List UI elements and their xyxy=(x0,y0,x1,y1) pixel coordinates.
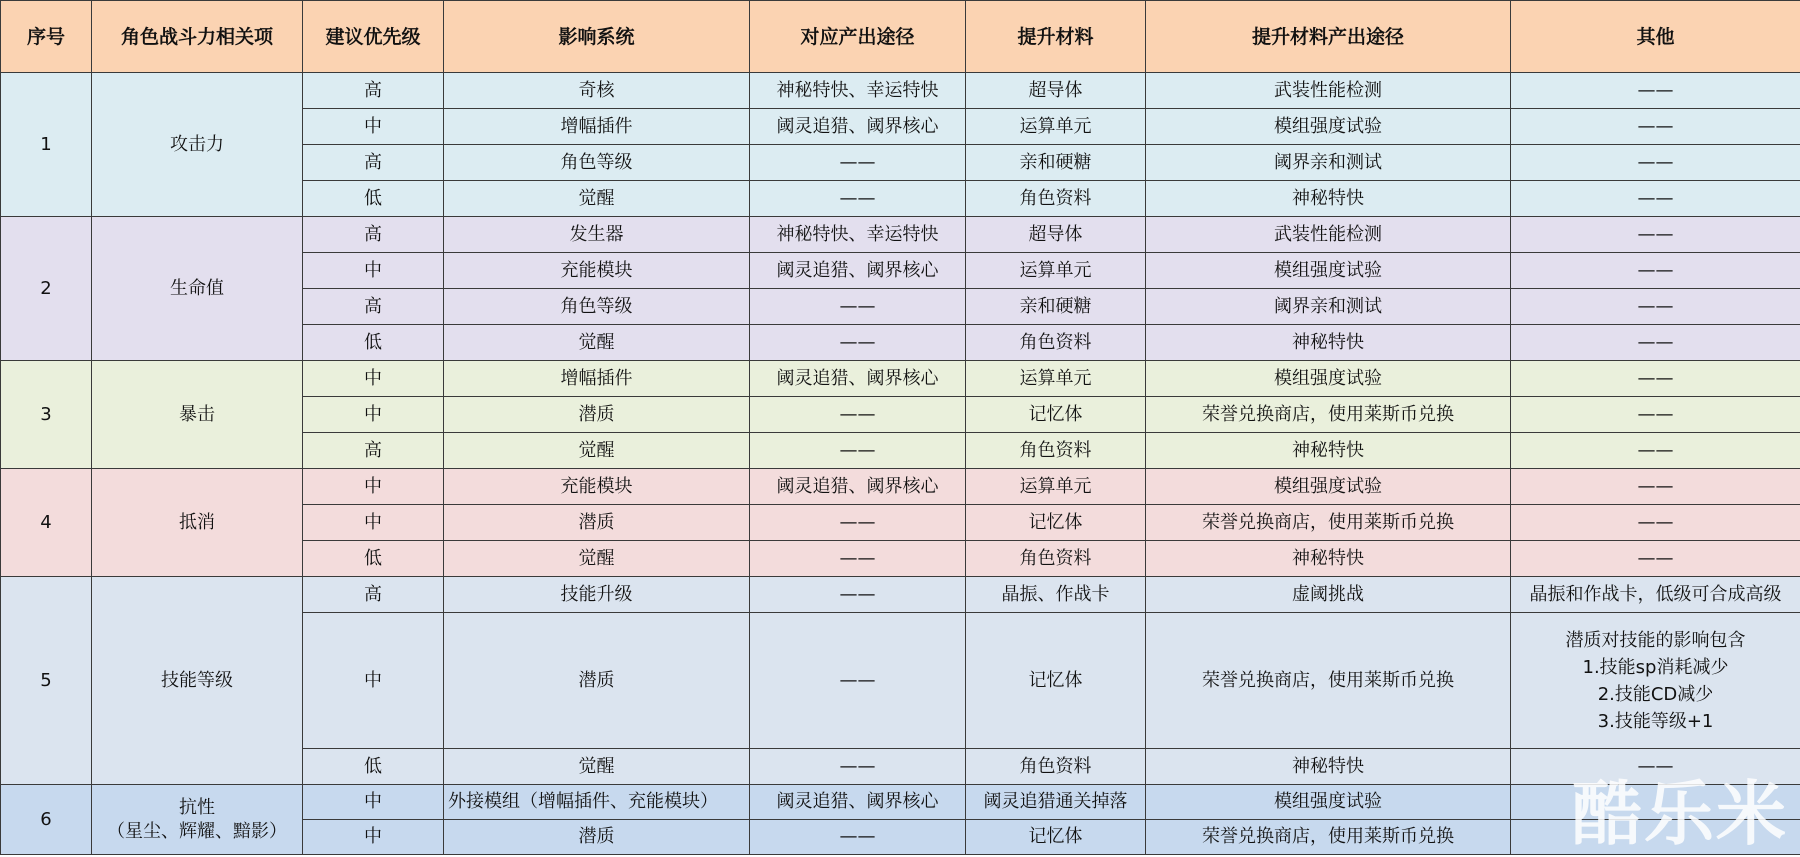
system-cell: 奇核 xyxy=(444,73,750,109)
priority-cell: 中 xyxy=(303,361,444,397)
material-source-cell: 模组强度试验 xyxy=(1146,785,1511,820)
material-source-cell: 荣誉兑换商店，使用莱斯币兑换 xyxy=(1146,820,1511,855)
system-cell: 觉醒 xyxy=(444,325,750,361)
group-number: 3 xyxy=(1,361,92,469)
material-source-cell: 神秘特快 xyxy=(1146,181,1511,217)
material-cell: 亲和硬糖 xyxy=(966,145,1146,181)
system-cell: 发生器 xyxy=(444,217,750,253)
system-cell: 潜质 xyxy=(444,397,750,433)
material-source-cell: 模组强度试验 xyxy=(1146,253,1511,289)
material-source-cell: 模组强度试验 xyxy=(1146,361,1511,397)
group-number: 6 xyxy=(1,785,92,855)
watermark-logo: 酷乐米 xyxy=(1572,773,1788,855)
other-cell: —— xyxy=(1511,289,1800,325)
group-item: 抗性 （星尘、辉耀、黯影） xyxy=(92,785,303,855)
source-cell: —— xyxy=(750,613,966,749)
material-source-cell: 武装性能检测 xyxy=(1146,73,1511,109)
material-cell: 阈灵追猎通关掉落 xyxy=(966,785,1146,820)
other-cell: —— xyxy=(1511,217,1800,253)
material-source-cell: 阈界亲和测试 xyxy=(1146,289,1511,325)
material-source-cell: 虚阈挑战 xyxy=(1146,577,1511,613)
material-cell: 运算单元 xyxy=(966,253,1146,289)
priority-cell: 高 xyxy=(303,145,444,181)
material-cell: 超导体 xyxy=(966,217,1146,253)
table-row xyxy=(1,577,1800,613)
table-row xyxy=(1,361,1800,397)
source-cell: 阈灵追猎、阈界核心 xyxy=(750,785,966,820)
other-note-cell: 潜质对技能的影响包含 1.技能sp消耗减少 2.技能CD减少 3.技能等级+1 xyxy=(1511,613,1800,749)
table-row xyxy=(1,469,1800,505)
source-cell: —— xyxy=(750,541,966,577)
other-cell: —— xyxy=(1511,181,1800,217)
header-no: 序号 xyxy=(1,1,92,73)
system-cell: 角色等级 xyxy=(444,289,750,325)
other-cell: —— xyxy=(1511,749,1800,785)
material-source-cell: 神秘特快 xyxy=(1146,541,1511,577)
priority-cell: 高 xyxy=(303,217,444,253)
system-cell: 角色等级 xyxy=(444,145,750,181)
priority-cell: 中 xyxy=(303,613,444,749)
group-item: 暴击 xyxy=(92,361,303,469)
table-row xyxy=(1,73,1800,109)
source-cell: —— xyxy=(750,577,966,613)
system-cell: 充能模块 xyxy=(444,253,750,289)
source-cell: 阈灵追猎、阈界核心 xyxy=(750,469,966,505)
other-cell: —— xyxy=(1511,541,1800,577)
material-source-cell: 神秘特快 xyxy=(1146,433,1511,469)
priority-cell: 高 xyxy=(303,577,444,613)
header-system: 影响系统 xyxy=(444,1,750,73)
material-source-cell: 神秘特快 xyxy=(1146,749,1511,785)
source-cell: —— xyxy=(750,433,966,469)
header-other: 其他 xyxy=(1511,1,1800,73)
header-material-source: 提升材料产出途径 xyxy=(1146,1,1511,73)
group-number: 2 xyxy=(1,217,92,361)
other-cell: —— xyxy=(1511,73,1800,109)
system-cell: 潜质 xyxy=(444,613,750,749)
header-source: 对应产出途径 xyxy=(750,1,966,73)
priority-cell: 高 xyxy=(303,73,444,109)
material-cell: 角色资料 xyxy=(966,541,1146,577)
header-item: 角色战斗力相关项 xyxy=(92,1,303,73)
priority-cell: 高 xyxy=(303,289,444,325)
priority-cell: 低 xyxy=(303,325,444,361)
material-source-cell: 荣誉兑换商店，使用莱斯币兑换 xyxy=(1146,397,1511,433)
priority-cell: 中 xyxy=(303,505,444,541)
source-cell: —— xyxy=(750,749,966,785)
material-cell: 角色资料 xyxy=(966,749,1146,785)
group-item: 抵消 xyxy=(92,469,303,577)
source-cell: —— xyxy=(750,397,966,433)
material-cell: 角色资料 xyxy=(966,433,1146,469)
material-source-cell: 荣誉兑换商店，使用莱斯币兑换 xyxy=(1146,505,1511,541)
priority-cell: 中 xyxy=(303,469,444,505)
material-cell: 运算单元 xyxy=(966,361,1146,397)
priority-cell: 低 xyxy=(303,749,444,785)
material-source-cell: 荣誉兑换商店，使用莱斯币兑换 xyxy=(1146,613,1511,749)
system-cell: 充能模块 xyxy=(444,469,750,505)
header-priority: 建议优先级 xyxy=(303,1,444,73)
material-cell: 记忆体 xyxy=(966,505,1146,541)
other-cell: —— xyxy=(1511,433,1800,469)
system-cell: 外接模组（增幅插件、充能模块） xyxy=(444,785,750,820)
source-cell: 阈灵追猎、阈界核心 xyxy=(750,253,966,289)
system-cell: 增幅插件 xyxy=(444,361,750,397)
source-cell: 神秘特快、幸运特快 xyxy=(750,73,966,109)
priority-cell: 高 xyxy=(303,433,444,469)
other-cell: —— xyxy=(1511,145,1800,181)
other-cell: —— xyxy=(1511,361,1800,397)
source-cell: 阈灵追猎、阈界核心 xyxy=(750,109,966,145)
other-cell: —— xyxy=(1511,325,1800,361)
group-item: 攻击力 xyxy=(92,73,303,217)
table-row xyxy=(1,217,1800,253)
source-cell: —— xyxy=(750,145,966,181)
system-cell: 觉醒 xyxy=(444,433,750,469)
group-number: 4 xyxy=(1,469,92,577)
source-cell: —— xyxy=(750,181,966,217)
source-cell: —— xyxy=(750,820,966,855)
group-item: 技能等级 xyxy=(92,577,303,785)
other-cell: —— xyxy=(1511,109,1800,145)
priority-cell: 中 xyxy=(303,397,444,433)
group-number: 5 xyxy=(1,577,92,785)
header-row xyxy=(1,1,1800,73)
priority-cell: 低 xyxy=(303,541,444,577)
material-source-cell: 阈界亲和测试 xyxy=(1146,145,1511,181)
priority-cell: 中 xyxy=(303,109,444,145)
material-cell: 记忆体 xyxy=(966,397,1146,433)
other-cell: —— xyxy=(1511,505,1800,541)
other-cell: —— xyxy=(1511,253,1800,289)
source-cell: —— xyxy=(750,325,966,361)
group-item: 生命值 xyxy=(92,217,303,361)
system-cell: 增幅插件 xyxy=(444,109,750,145)
priority-cell: 中 xyxy=(303,785,444,820)
material-source-cell: 神秘特快 xyxy=(1146,325,1511,361)
header-material: 提升材料 xyxy=(966,1,1146,73)
material-cell: 角色资料 xyxy=(966,325,1146,361)
system-cell: 潜质 xyxy=(444,820,750,855)
material-source-cell: 模组强度试验 xyxy=(1146,469,1511,505)
source-cell: —— xyxy=(750,289,966,325)
system-cell: 觉醒 xyxy=(444,541,750,577)
other-cell: —— xyxy=(1511,469,1800,505)
source-cell: 阈灵追猎、阈界核心 xyxy=(750,361,966,397)
other-cell: 晶振和作战卡，低级可合成高级 xyxy=(1511,577,1800,613)
material-cell: 超导体 xyxy=(966,73,1146,109)
material-source-cell: 武装性能检测 xyxy=(1146,217,1511,253)
material-cell: 晶振、作战卡 xyxy=(966,577,1146,613)
table-row xyxy=(1,785,1800,820)
material-cell: 运算单元 xyxy=(966,109,1146,145)
priority-cell: 低 xyxy=(303,181,444,217)
material-source-cell: 模组强度试验 xyxy=(1146,109,1511,145)
material-cell: 亲和硬糖 xyxy=(966,289,1146,325)
priority-cell: 中 xyxy=(303,253,444,289)
source-cell: —— xyxy=(750,505,966,541)
system-cell: 潜质 xyxy=(444,505,750,541)
system-cell: 觉醒 xyxy=(444,749,750,785)
group-number: 1 xyxy=(1,73,92,217)
system-cell: 觉醒 xyxy=(444,181,750,217)
material-cell: 记忆体 xyxy=(966,613,1146,749)
material-cell: 角色资料 xyxy=(966,181,1146,217)
other-cell: —— xyxy=(1511,397,1800,433)
material-cell: 记忆体 xyxy=(966,820,1146,855)
system-cell: 技能升级 xyxy=(444,577,750,613)
source-cell: 神秘特快、幸运特快 xyxy=(750,217,966,253)
material-cell: 运算单元 xyxy=(966,469,1146,505)
priority-cell: 中 xyxy=(303,820,444,855)
